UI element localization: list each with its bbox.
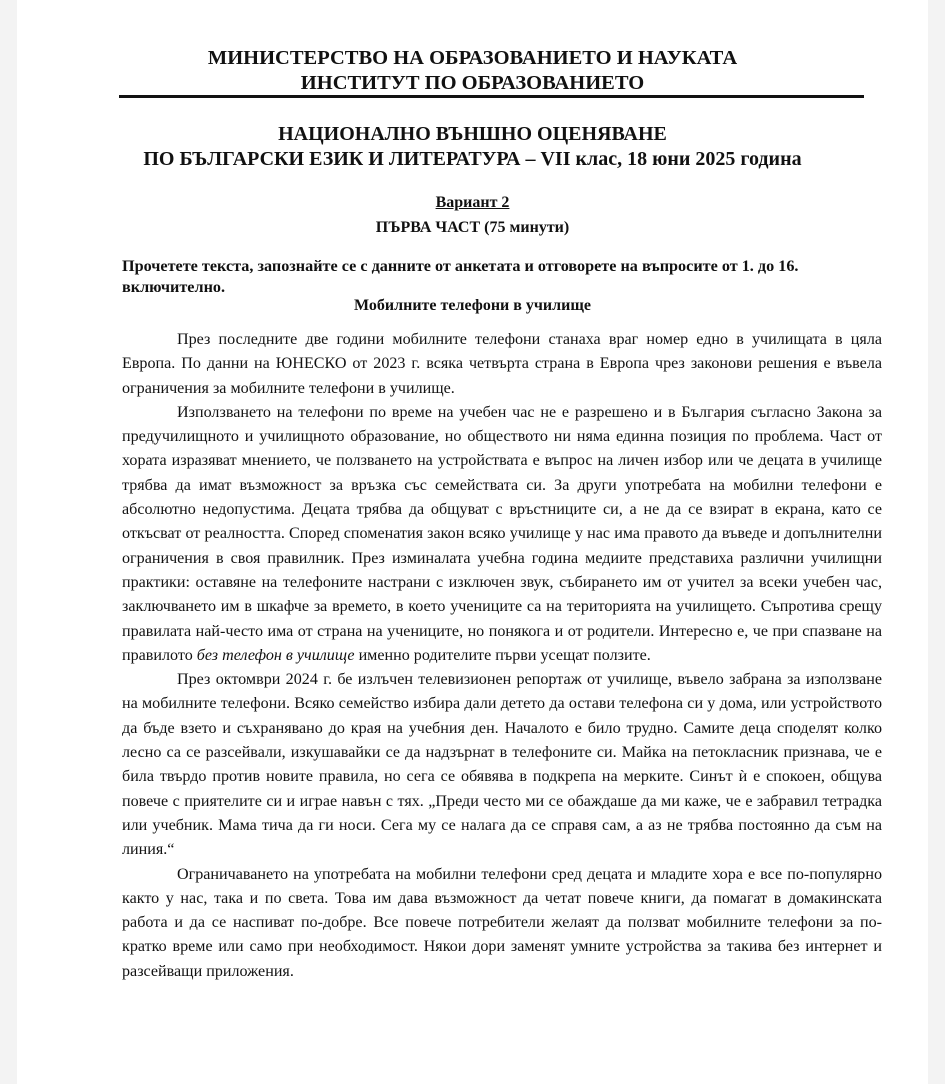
paragraph-text: През последните две години мобилните телефони станаха враг номер едно в училищата в цяла Европа. По данни на ЮНЕСКО от 2023 г. всяка четвърта страна в Европа чрез законови решения е въвела ограничения за мобилните телефони в училище. xyxy=(122,331,882,397)
institute-name: ИНСТИТУТ ПО ОБРАЗОВАНИЕТО xyxy=(300,72,645,94)
paragraph xyxy=(122,863,882,984)
paragraph-text: Ограничаването на употребата на мобилни телефони сред децата и младите хора е все по-популярно както у нас, така и по света. Това им дава възможност да четат повече книги, да помагат в домакинската работа и да се наспиват по-добре. Все повече потребители желаят да ползват мобилните телефони за по-кратко време или само при необходимост. Някои дори заменят умните устройства за такива без интернет и разсейващи приложения. xyxy=(122,865,882,980)
exam-title-line-1: НАЦИОНАЛНО ВЪНШНО ОЦЕНЯВАНЕ xyxy=(278,123,667,145)
exam-title-line-2: ПО БЪЛГАРСКИ ЕЗИК И ЛИТЕРАТУРА – VII клас, 18 юни 2025 година xyxy=(143,148,802,170)
paragraph-text-end: именно родителите първи усещат ползите. xyxy=(354,646,651,664)
header-rule xyxy=(119,95,864,98)
exam-title xyxy=(17,122,928,172)
paragraph xyxy=(122,668,882,862)
paragraph xyxy=(122,328,882,401)
text-title: Мобилните телефони в училище xyxy=(354,297,591,314)
ministry-name: МИНИСТЕРСТВО НА ОБРАЗОВАНИЕТО И НАУКАТА xyxy=(207,47,738,69)
variant-heading xyxy=(17,193,928,213)
part-heading: ПЪРВА ЧАСТ (75 минути) xyxy=(375,219,570,236)
instructions: Прочетете текста, запознайте се с данните от анкетата и отговорете на въпросите от 1. до 16. включително. xyxy=(122,257,799,296)
variant-label: Вариант 2 xyxy=(435,194,510,211)
document-page xyxy=(17,0,928,1084)
paragraph-text: Използването на телефони по време на учебен час не е разрешено и в България съгласно Закона за предучилищното и училищното образование, но обществото ни няма единна позиция по проблема. Част от хората изразяват мнението, че ползването на устройствата е въпрос на личен избор или че децата в училище трябва да имат възможност за връзка със семействата си. За други употребата на мобилни телефони е абсолютно недопустима. Децата трябва да общуват с връстниците си, а не да се взират в екрана, като се откъсват от реалността. Според споменатия закон всяко училище у нас има правото да въведе и допълнителни ограничения в своя правилник. През изминалата учебна година медиите представиха различни училищни практики: оставяне на телефоните настрани с изключен звук, събирането им от учител за всеки учебен час, заключването им в шкафче за времето, в което учениците са на територията на училището. Съпротива срещу правилата най-често има от страна на учениците, но понякога и от родители. Интересно е, че при спазване на правилото xyxy=(122,403,882,664)
paragraph xyxy=(122,401,882,668)
paragraph-text: През октомври 2024 г. бе излъчен телевизионен репортаж от училище, въвело забрана за използване на мобилните телефони. Всяко семейство избира дали детето да остави телефона си у дома, или устройството да бъде взето и съхранявано до края на учебния ден. Началото е било трудно. Самите деца споделят колко лесно са се разсейвали, изкушавайки се да надзърнат в телефоните си. Майка на петокласник признава, че е била твърдо против новите правила, но сега се обявява в подкрепа на мерките. Синът ѝ е спокоен, общува повече с приятелите си и играе навън с тях. „Преди често ми се обаждаше да ми каже, че е забравил тетрадка или учебник. Мама тича да ги носи. Сега му се налага да се справя сам, а аз не трябва постоянно да съм на линия.“ xyxy=(122,671,882,859)
document-header xyxy=(17,46,928,96)
italic-phrase: без телефон в училище xyxy=(196,646,355,664)
article-body xyxy=(122,328,882,984)
